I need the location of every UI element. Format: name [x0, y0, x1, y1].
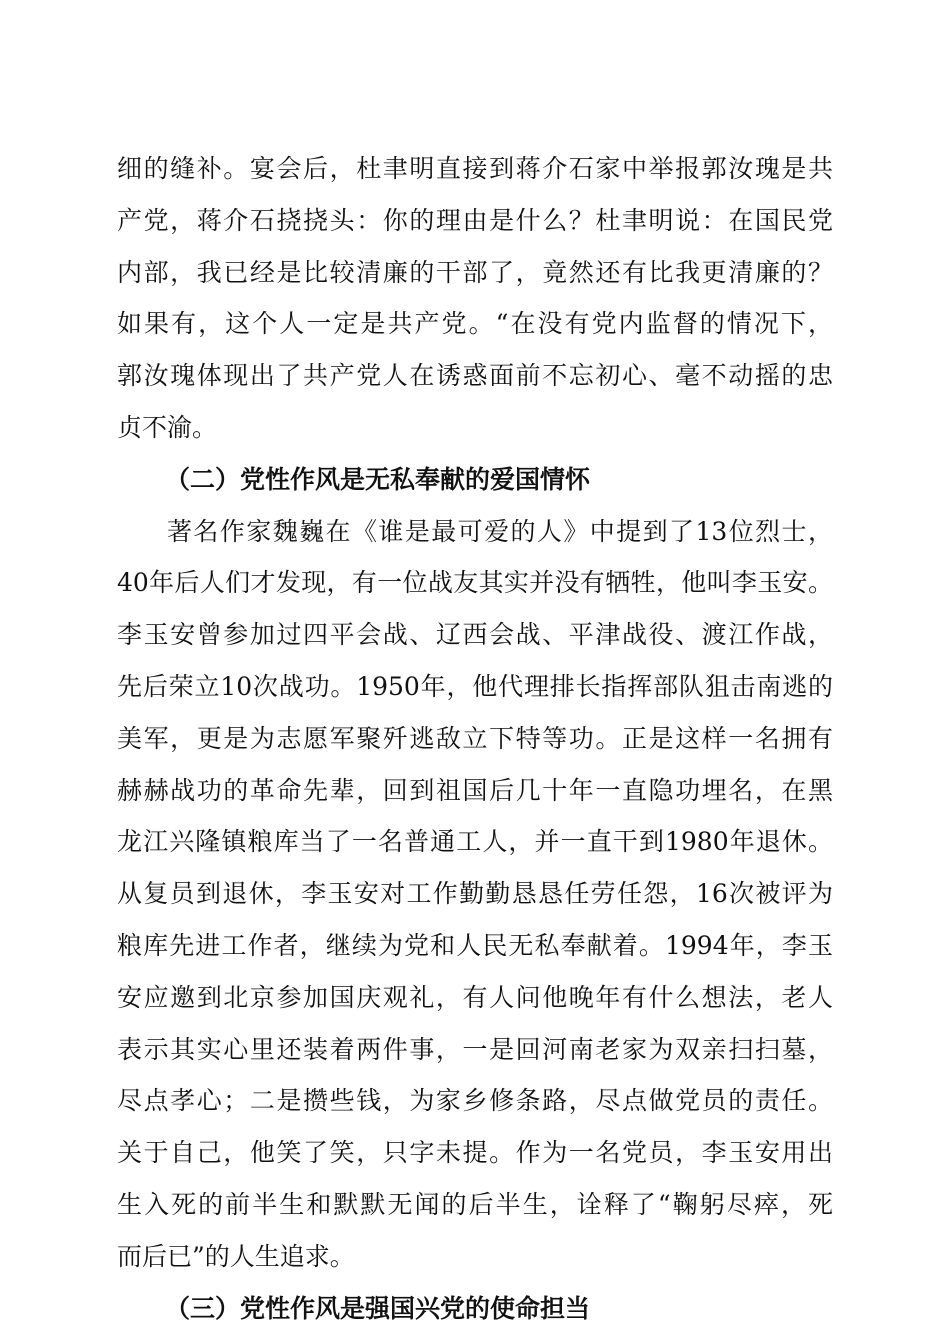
text-line: 美军，更是为志愿军聚歼逃敌立下特等功。正是这样一名拥有: [117, 723, 833, 753]
text-line: 40年后人们才发现，有一位战友其实并没有牺牲，他叫李玉安。: [117, 568, 833, 598]
text-line: 安应邀到北京参加国庆观礼，有人问他晚年有什么想法，老人: [117, 982, 833, 1012]
text-line: 著名作家魏巍在《谁是最可爱的人》中提到了13位烈士，: [167, 516, 833, 546]
text-line: 而后已”的人生追求。: [117, 1241, 355, 1271]
text-line: 表示其实心里还装着两件事，一是回河南老家为双亲扫扫墓，: [117, 1034, 833, 1064]
text-line: 粮库先进工作者，继续为党和人民无私奉献着。1994年，李玉: [117, 930, 833, 960]
text-line: 李玉安曾参加过四平会战、辽西会战、平津战役、渡江作战，: [117, 620, 833, 650]
text-line: 从复员到退休，李玉安对工作勤勤恳恳任劳任怨，16次被评为: [117, 879, 833, 909]
text-line: 先后荣立10次战功。1950年，他代理排长指挥部队狙击南逃的: [117, 671, 833, 701]
text-line: 产党，蒋介石挠挠头：你的理由是什么？杜聿明说：在国民党: [117, 205, 833, 235]
text-line: 郭汝瑰体现出了共产党人在诱惑面前不忘初心、毫不动摇的忠: [117, 361, 833, 391]
text-line: 生入死的前半生和默默无闻的后半生，诠释了“鞠躬尽瘁，死: [117, 1189, 833, 1219]
text-line: 赫赫战功的革命先辈，回到祖国后几十年一直隐功埋名，在黑: [117, 775, 833, 805]
section-heading-2: （二）党性作风是无私奉献的爱国情怀: [165, 464, 591, 494]
text-line: 关于自己，他笑了笑，只字未提。作为一名党员，李玉安用出: [117, 1138, 833, 1168]
section-heading-3: （三）党性作风是强国兴党的使命担当: [165, 1293, 591, 1323]
text-line: 细的缝补。宴会后，杜聿明直接到蒋介石家中举报郭汝瑰是共: [117, 154, 833, 183]
paragraph-li-yuan: [117, 506, 833, 1283]
text-line: 尽点孝心；二是攒些钱，为家乡修条路，尽点做党员的责任。: [117, 1086, 833, 1116]
text-line: 如果有，这个人一定是共产党。“在没有党内监督的情况下，: [117, 309, 833, 339]
document-body: [117, 143, 833, 1334]
text-line: 龙江兴隆镇粮库当了一名普通工人，并一直干到1980年退休。: [117, 827, 833, 857]
paragraph-guo-ruhui: [117, 143, 833, 454]
text-line: 贞不渝。: [117, 412, 218, 442]
text-line: 内部，我已经是比较清廉的干部了，竟然还有比我更清廉的？: [117, 257, 833, 287]
